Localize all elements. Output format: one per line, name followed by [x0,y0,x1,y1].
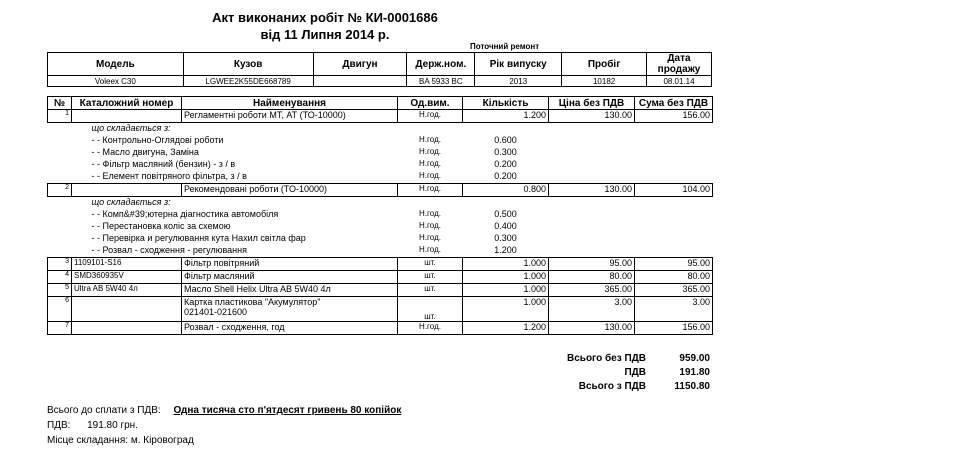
empty-cell [48,147,72,159]
item-row [48,271,713,284]
item-sum: 80.00 [635,271,713,284]
empty-cell [549,147,635,159]
items-header-row [48,97,713,110]
item-qty: 1.000 [463,297,549,322]
item-qty: 1.000 [463,271,549,284]
empty-cell [48,197,72,210]
item-price: 80.00 [549,271,635,284]
subitem-row [48,159,713,171]
total-with-vat-value: 1150.80 [674,381,710,392]
item-name [182,297,398,322]
total-no-vat-row [520,352,710,366]
subitem-name: - - Контрольно-Оглядові роботи [91,135,224,145]
item-row [48,258,713,271]
empty-cell [398,123,463,136]
item-num: 4 [48,271,72,284]
empty-cell [549,159,635,171]
subitem-row [48,221,713,233]
subitem-unit: Н.год. [419,245,441,254]
car-body: LGWEE2K55DE668789 [183,76,313,87]
subitems-heading-row [48,197,713,210]
empty-cell [549,245,635,258]
item-qty: 1.200 [463,322,549,335]
empty-cell [635,197,713,210]
empty-cell [463,123,549,136]
item-row [48,184,713,197]
items-col-unit: Од.вим. [398,97,463,110]
items-col-code: Каталожний номер [72,97,182,110]
empty-cell [48,233,72,245]
vat-label: ПДВ [624,367,646,378]
items-col-sum: Сума без ПДВ [635,97,713,110]
repair-type-label: Поточний ремонт [470,42,540,51]
subitem-name: - - Перестановка коліс за схемою [91,221,231,231]
car-values-row [48,76,712,87]
item-name-line2: 021401-021600 [184,307,248,317]
items-col-name: Найменування [182,97,398,110]
car-col-sale-date: Дата продажу [647,53,712,76]
empty-cell [635,221,713,233]
car-sale-date: 08.01.14 [647,76,712,87]
item-name-line: Масло Shell Helix Ultra AB 5W40 4л [184,284,331,294]
empty-cell [549,197,635,210]
empty-cell [48,171,72,184]
item-name-line: Картка пластикова "Акумулятор" [184,297,321,307]
item-code [72,322,182,335]
item-unit: Н.год. [398,110,463,123]
subitem-name: - - Фільтр масляний (бензин) - з / в [91,159,236,169]
item-row [48,322,713,335]
subitem-unit: Н.год. [419,221,441,230]
item-unit: шт. [398,297,463,322]
item-unit: Н.год. [398,184,463,197]
empty-cell [48,123,72,136]
item-name [182,284,398,297]
subitem-row [48,233,713,245]
subitems-heading: що складається з: [91,123,171,133]
car-col-year: Рік випуску [475,53,562,76]
footer-vat-value: 191.80 грн. [87,420,138,431]
subitem-name: - - Перевірка и регулювання кута Нахил світла фар [91,233,306,243]
car-col-plate: Держ.ном. [407,53,475,76]
empty-cell [635,171,713,184]
subitem-qty: 0.200 [494,171,517,181]
empty-cell [635,233,713,245]
vat-value: 191.80 [679,367,710,378]
car-col-mileage: Пробіг [562,53,647,76]
empty-cell [549,209,635,221]
empty-cell [48,245,72,258]
item-row [48,297,713,322]
car-col-engine: Двигун [313,53,407,76]
item-sum: 3.00 [635,297,713,322]
subitem-row [48,245,713,258]
item-name-line: Регламентні роботи МТ, АТ (ТО-10000) [184,110,346,120]
car-model: Voleex C30 [48,76,184,87]
car-plate: BA 5933 BC [407,76,475,87]
item-code: Ultra AB 5W40 4л [72,284,182,297]
items-col-price: Ціна без ПДВ [549,97,635,110]
subitem-row [48,135,713,147]
item-name-line: Розвал - сходження, год [184,322,285,332]
item-qty: 1.000 [463,284,549,297]
car-engine [313,76,407,87]
empty-cell [549,221,635,233]
car-col-model: Модель [48,53,184,76]
item-code [72,110,182,123]
total-with-vat-row [520,380,710,394]
items-col-num: № [48,97,72,110]
item-row [48,110,713,123]
subitem-qty: 0.600 [494,135,517,145]
item-price: 3.00 [549,297,635,322]
subitem-qty: 1.200 [494,245,517,255]
subitem-unit: Н.год. [419,171,441,180]
item-price: 130.00 [549,184,635,197]
item-unit: шт. [398,258,463,271]
subitem-row [48,209,713,221]
item-num: 3 [48,258,72,271]
item-price: 130.00 [549,110,635,123]
item-name [182,271,398,284]
total-no-vat-value: 959.00 [679,353,710,364]
empty-cell [48,135,72,147]
item-sum: 156.00 [635,110,713,123]
empty-cell [398,197,463,210]
item-num: 5 [48,284,72,297]
car-header-row [48,53,712,76]
subitem-name: - - Комп&#39;ютерна діагностика автомобіля [91,209,279,219]
item-name [182,110,398,123]
empty-cell [549,135,635,147]
subitem-row [48,171,713,184]
items-table [47,96,713,335]
items-body [48,110,713,335]
subitem-qty: 0.200 [494,159,517,169]
car-info-table [47,52,712,87]
item-qty: 1.000 [463,258,549,271]
place-label: Місце складання: [47,435,129,446]
subitem-qty: 0.300 [494,233,517,243]
car-year: 2013 [475,76,562,87]
total-payable-line [47,405,401,416]
subitem-name: - - Елемент повітряного фільтра, з / в [91,171,247,181]
subitem-unit: Н.год. [419,147,441,156]
subitem-qty: 0.500 [494,209,517,219]
place-value: м. Кіровоград [130,435,194,446]
item-qty: 1.200 [463,110,549,123]
subitem-row [48,147,713,159]
total-payable-words: Одна тисяча сто п'ятдесят гривень 80 копійок [173,405,402,416]
empty-cell [549,233,635,245]
subitem-name: - - Розвал - сходження - регулювання [91,245,247,255]
car-mileage: 10182 [562,76,647,87]
item-code [72,184,182,197]
vat-row [520,366,710,380]
empty-cell [635,135,713,147]
empty-cell [463,197,549,210]
footer-vat-label: ПДВ: [47,420,71,431]
item-unit: шт. [398,271,463,284]
subitem-unit: Н.год. [419,209,441,218]
item-code: SMD360935V [72,271,182,284]
act-date: від 11 Липня 2014 р. [260,27,390,42]
subitem-qty: 0.300 [494,147,517,157]
items-col-qty: Кількість [463,97,549,110]
act-title: Акт виконаних робіт № КИ-0001686 [212,10,438,25]
empty-cell [635,245,713,258]
item-unit: Н.год. [398,322,463,335]
total-payable-label: Всього до сплати з ПДВ: [47,405,161,416]
empty-cell [635,147,713,159]
item-name [182,258,398,271]
subitems-heading-row [48,123,713,136]
item-price: 365.00 [549,284,635,297]
empty-cell [549,171,635,184]
item-num: 1 [48,110,72,123]
item-qty: 0.800 [463,184,549,197]
subitems-heading: що складається з: [91,197,171,207]
item-num: 2 [48,184,72,197]
vat-line [47,420,138,431]
subitem-unit: Н.год. [419,233,441,242]
empty-cell [48,209,72,221]
item-sum: 365.00 [635,284,713,297]
item-name [182,184,398,197]
item-code [72,297,182,322]
empty-cell [549,123,635,136]
empty-cell [48,221,72,233]
subitem-name: - - Масло двигуна, Заміна [91,147,199,157]
item-price: 130.00 [549,322,635,335]
item-name-line: Рекомендовані роботи (ТО-10000) [184,184,327,194]
item-sum: 156.00 [635,322,713,335]
total-with-vat-label: Всього з ПДВ [578,381,646,392]
place-line [47,435,194,446]
empty-cell [635,123,713,136]
item-code: 1109101-S16 [72,258,182,271]
item-num: 7 [48,322,72,335]
car-col-body: Кузов [183,53,313,76]
item-sum: 104.00 [635,184,713,197]
subitem-unit: Н.год. [419,159,441,168]
item-name-line: Фільтр повітряний [184,258,260,268]
item-name-line: Фільтр масляний [184,271,255,281]
subitem-qty: 0.400 [494,221,517,231]
item-row [48,284,713,297]
total-no-vat-label: Всього без ПДВ [567,353,646,364]
subitem-unit: Н.год. [419,135,441,144]
totals-block [520,352,710,394]
item-unit: шт. [398,284,463,297]
item-num: 6 [48,297,72,322]
item-sum: 95.00 [635,258,713,271]
empty-cell [48,159,72,171]
item-name [182,322,398,335]
empty-cell [635,209,713,221]
empty-cell [635,159,713,171]
item-price: 95.00 [549,258,635,271]
